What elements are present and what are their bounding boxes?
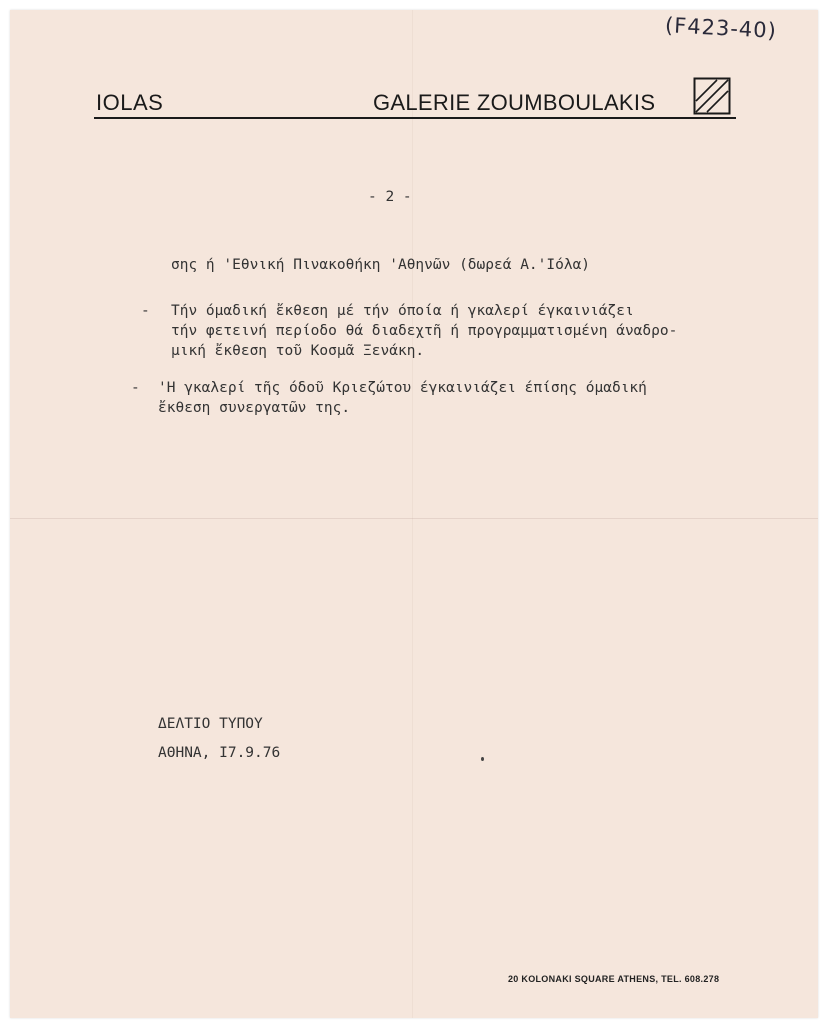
handwritten-archive-reference: (F423-40) (664, 13, 778, 43)
item1-line-2: τήν φετεινή περίοδο θά διαδεχτῆ ή προγραμματισμένη άναδρο- (171, 323, 678, 339)
footer-address: 20 KOLONAKI SQUARE ATHENS, TEL. 608.278 (508, 974, 720, 984)
place-and-date: ΑΘΗΝΑ, Ι7.9.76 (158, 745, 281, 761)
gallery-logo-icon (693, 77, 731, 115)
letterhead-galerie-zoumboulakis: GALERIE ZOUMBOULAKIS (373, 90, 656, 115)
bullet-1: - (141, 303, 150, 319)
item2-line-2: ἔκθεση συνεργατῶν της. (158, 400, 351, 416)
press-release-title: ΔΕΛΤΙΟ ΤΥΠΟΥ (158, 716, 263, 732)
ink-dot (481, 757, 484, 761)
body-line-1: σης ή 'Εθνική Πινακοθήκη 'Αθηνῶν (δωρεά Α.'Ιόλα) (171, 257, 591, 273)
item1-line-1: Τήν όμαδική ἔκθεση μέ τήν όποία ή γκαλερί έγκαινιάζει (171, 303, 634, 319)
fold-crease-horizontal (10, 518, 818, 519)
letterhead-iolas: IOLAS (96, 90, 164, 115)
page-number: - 2 - (368, 189, 412, 205)
bullet-2: - (131, 380, 140, 396)
item1-line-3: μική ἔκθεση τοῦ Κοσμᾶ Ξενάκη. (171, 343, 425, 359)
letterhead-rule (94, 117, 736, 119)
fold-crease-vertical (412, 10, 413, 1018)
item2-line-1: 'Η γκαλερί τῆς όδοῦ Κριεζώτου έγκαινιάζει έπίσης όμαδική (158, 380, 647, 396)
document-page (10, 10, 818, 1018)
